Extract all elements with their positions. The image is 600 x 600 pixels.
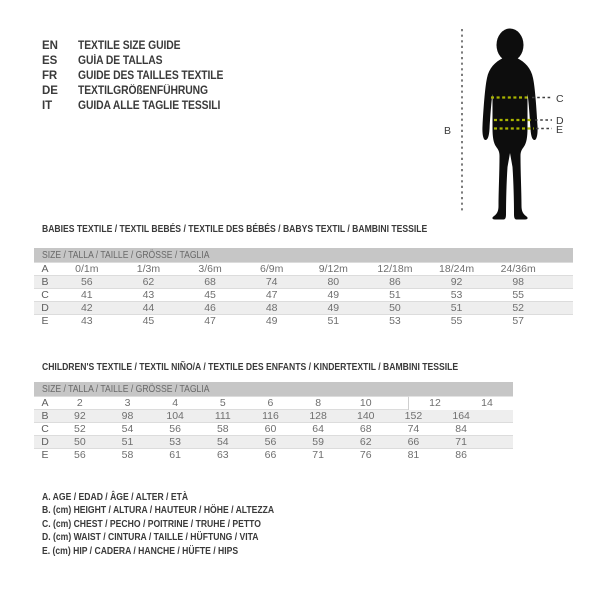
size-cell: 54 xyxy=(199,436,247,449)
size-cell: 47 xyxy=(179,315,241,328)
language-title: GUÍA DE TALLAS xyxy=(78,55,163,67)
size-cell: 50 xyxy=(56,436,104,449)
babies-size-table xyxy=(34,248,573,327)
size-cell: 12/18m xyxy=(364,263,426,276)
language-code: DE xyxy=(42,85,58,97)
size-cell: 3 xyxy=(104,397,152,410)
size-cell: 63 xyxy=(199,449,247,462)
size-cell: 56 xyxy=(56,449,104,462)
size-cell: 45 xyxy=(118,315,180,328)
size-cell: 62 xyxy=(118,276,180,289)
table-spacer xyxy=(549,302,573,315)
size-cell: 51 xyxy=(426,302,488,315)
size-cell: 81 xyxy=(390,449,438,462)
size-cell: 44 xyxy=(118,302,180,315)
table-spacer xyxy=(485,410,513,423)
row-label: E xyxy=(34,315,56,328)
size-cell: 3/6m xyxy=(179,263,241,276)
table-row xyxy=(34,410,513,423)
size-cell: 66 xyxy=(390,436,438,449)
babies-table-header xyxy=(34,248,573,262)
size-cell: 68 xyxy=(179,276,241,289)
language-title: TEXTILGRÖßENFÜHRUNG xyxy=(78,85,208,97)
table-spacer xyxy=(549,315,573,328)
row-label: C xyxy=(34,423,56,436)
size-cell: 53 xyxy=(426,289,488,302)
table-spacer xyxy=(485,449,513,462)
table-row xyxy=(34,289,573,302)
size-cell: 52 xyxy=(487,302,549,315)
size-cell: 42 xyxy=(56,302,118,315)
size-cell: 56 xyxy=(151,423,199,436)
size-cell: 6/9m xyxy=(241,263,303,276)
legend-line-text: E. (cm) HIP / CADERA / HANCHE / HÜFTE / HIPS xyxy=(42,544,239,557)
measurement-figure xyxy=(435,10,600,228)
legend-line xyxy=(42,518,325,531)
language-title: GUIDA ALLE TAGLIE TESSILI xyxy=(78,100,221,112)
babies-section-title xyxy=(42,223,512,235)
size-cell: 18/24m xyxy=(426,263,488,276)
table-row xyxy=(34,302,573,315)
size-cell: 54 xyxy=(104,423,152,436)
size-cell: 1/3m xyxy=(118,263,180,276)
size-cell: 58 xyxy=(104,449,152,462)
size-cell: 49 xyxy=(303,302,365,315)
size-cell: 58 xyxy=(199,423,247,436)
size-cell: 5 xyxy=(199,397,247,410)
size-cell: 104 xyxy=(151,410,199,423)
row-a-highlight-patch xyxy=(408,396,513,410)
language-code: IT xyxy=(42,100,53,112)
size-cell: 41 xyxy=(56,289,118,302)
label-hip-e: E xyxy=(556,124,564,136)
size-cell: 71 xyxy=(294,449,342,462)
size-cell: 56 xyxy=(56,276,118,289)
size-cell: 4 xyxy=(151,397,199,410)
size-cell: 74 xyxy=(241,276,303,289)
size-cell: 98 xyxy=(104,410,152,423)
size-cell: 86 xyxy=(364,276,426,289)
size-cell: 43 xyxy=(56,315,118,328)
table-row xyxy=(34,276,573,289)
row-label: D xyxy=(34,302,56,315)
size-cell: 140 xyxy=(342,410,390,423)
size-cell: 128 xyxy=(294,410,342,423)
size-cell: 51 xyxy=(104,436,152,449)
table-spacer xyxy=(485,423,513,436)
child-silhouette-icon xyxy=(482,29,537,220)
language-code: FR xyxy=(42,70,58,82)
size-cell: 71 xyxy=(437,436,485,449)
size-cell: 9/12m xyxy=(303,263,365,276)
size-cell: 111 xyxy=(199,410,247,423)
size-cell: 80 xyxy=(303,276,365,289)
label-waist-d: D xyxy=(556,115,564,127)
size-cell: 66 xyxy=(247,449,295,462)
label-height-b: B xyxy=(444,125,452,137)
size-cell: 59 xyxy=(294,436,342,449)
size-cell: 48 xyxy=(241,302,303,315)
row-label: E xyxy=(34,449,56,462)
size-cell: 57 xyxy=(487,315,549,328)
table-spacer xyxy=(549,289,573,302)
size-cell: 92 xyxy=(56,410,104,423)
size-cell: 68 xyxy=(342,423,390,436)
size-cell: 60 xyxy=(247,423,295,436)
table-spacer xyxy=(485,436,513,449)
babies-table-header-text: SIZE / TALLA / TAILLE / GRÖSSE / TAGLIA xyxy=(42,249,210,261)
table-row xyxy=(34,449,513,462)
legend-line xyxy=(42,504,325,517)
legend-line-text: B. (cm) HEIGHT / ALTURA / HAUTEUR / HÖHE / ALTEZZA xyxy=(42,504,275,517)
row-label: C xyxy=(34,289,56,302)
table-row xyxy=(34,315,573,328)
legend-line-text: A. AGE / EDAD / ÂGE / ALTER / ETÀ xyxy=(42,491,189,503)
legend-line-text: C. (cm) CHEST / PECHO / POITRINE / TRUHE / PETTO xyxy=(42,517,261,530)
row-label: A xyxy=(34,263,56,276)
size-cell: 46 xyxy=(179,302,241,315)
children-section-title-text: CHILDREN'S TEXTILE / TEXTIL NIÑO/A / TEXTILE DES ENFANTS / KINDERTEXTIL / BAMBINI TESSILE xyxy=(42,361,459,373)
size-cell: 74 xyxy=(390,423,438,436)
size-cell: 50 xyxy=(364,302,426,315)
label-chest-c: C xyxy=(556,93,564,105)
size-cell: 152 xyxy=(390,410,438,423)
size-cell: 10 xyxy=(342,397,390,410)
row-label: D xyxy=(34,436,56,449)
child-silhouette-diagram xyxy=(435,10,600,228)
row-label: B xyxy=(34,276,56,289)
size-cell: 43 xyxy=(118,289,180,302)
size-cell: 55 xyxy=(426,315,488,328)
size-cell: 24/36m xyxy=(487,263,549,276)
size-cell: 55 xyxy=(487,289,549,302)
table-spacer xyxy=(549,263,573,276)
language-row xyxy=(42,39,240,54)
size-cell: 51 xyxy=(303,315,365,328)
size-cell: 2 xyxy=(56,397,104,410)
size-cell: 98 xyxy=(487,276,549,289)
row-label: B xyxy=(34,410,56,423)
size-cell: 62 xyxy=(342,436,390,449)
size-cell: 0/1m xyxy=(56,263,118,276)
legend-line xyxy=(42,545,325,558)
size-cell: 164 xyxy=(437,410,485,423)
size-cell: 8 xyxy=(294,397,342,410)
table-row xyxy=(34,423,513,436)
size-cell: 12 xyxy=(429,397,441,409)
size-cell: 116 xyxy=(247,410,295,423)
language-row xyxy=(42,84,240,99)
size-cell: 53 xyxy=(364,315,426,328)
babies-section-title-text: BABIES TEXTILE / TEXTIL BEBÉS / TEXTILE DES BÉBÉS / BABYS TEXTIL / BAMBINI TESSILE xyxy=(42,223,428,235)
language-title: TEXTILE SIZE GUIDE xyxy=(78,40,181,52)
size-cell: 49 xyxy=(303,289,365,302)
size-cell: 92 xyxy=(426,276,488,289)
language-row xyxy=(42,69,240,84)
table-row xyxy=(34,263,573,276)
size-cell: 61 xyxy=(151,449,199,462)
size-cell: 64 xyxy=(294,423,342,436)
size-cell: 45 xyxy=(179,289,241,302)
children-size-table xyxy=(34,382,513,461)
size-cell: 6 xyxy=(247,397,295,410)
size-cell: 56 xyxy=(247,436,295,449)
row-label: A xyxy=(34,397,56,410)
size-cell: 47 xyxy=(241,289,303,302)
children-table-header-text: SIZE / TALLA / TAILLE / GRÖSSE / TAGLIA xyxy=(42,383,210,395)
size-cell: 49 xyxy=(241,315,303,328)
table-spacer xyxy=(549,276,573,289)
size-cell: 53 xyxy=(151,436,199,449)
language-title-list xyxy=(42,39,240,114)
legend-line xyxy=(42,491,325,504)
row-a-highlight-values xyxy=(409,397,513,410)
children-table-header xyxy=(34,382,513,396)
children-section-title xyxy=(42,361,550,373)
legend-line xyxy=(42,531,325,544)
size-cell: 51 xyxy=(364,289,426,302)
size-cell: 86 xyxy=(437,449,485,462)
language-code: EN xyxy=(42,40,58,52)
size-cell: 52 xyxy=(56,423,104,436)
language-row xyxy=(42,54,240,69)
size-cell: 76 xyxy=(342,449,390,462)
language-row xyxy=(42,99,240,114)
table-row xyxy=(34,436,513,449)
language-code: ES xyxy=(42,55,58,67)
legend-line-text: D. (cm) WAIST / CINTURA / TAILLE / HÜFTUNG / VITA xyxy=(42,531,259,544)
size-cell: 84 xyxy=(437,423,485,436)
size-cell: 14 xyxy=(481,397,493,409)
measurement-legend xyxy=(42,491,325,558)
language-title: GUIDE DES TAILLES TEXTILE xyxy=(78,70,224,82)
